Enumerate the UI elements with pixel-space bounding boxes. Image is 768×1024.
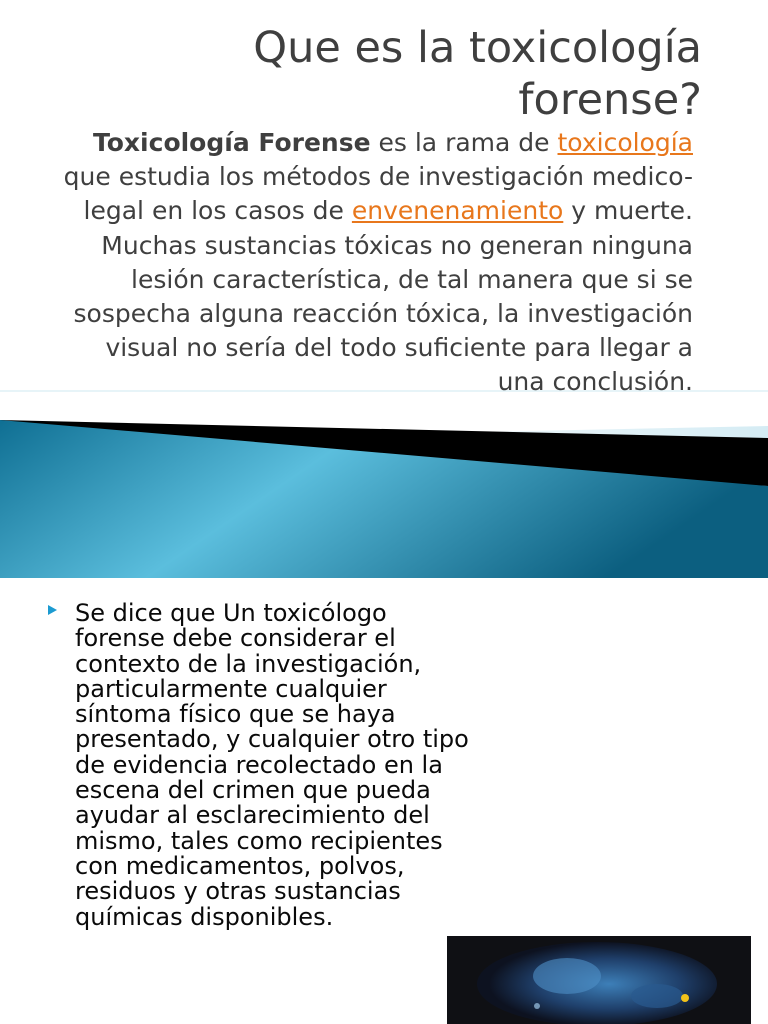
triangle-bullet-icon — [48, 605, 57, 615]
bullet-item — [48, 601, 478, 930]
intro-paragraph — [60, 126, 693, 400]
decorative-banner — [0, 388, 768, 578]
bullet-text: Se dice que Un toxicólogo forense debe considerar el contexto de la investigación, particularmente cualquier síntoma físico que se haya presentado, y cualquier otro tipo de evidencia recolectado en la escena del crimen que pueda ayudar al esclarecimiento del mismo, tales como recipientes con medicamentos, polvos, residuos y otras sustancias químicas disponibles. — [75, 599, 469, 931]
intro-text-1: es la rama de — [370, 128, 558, 157]
link-envenenamiento[interactable]: envenenamiento — [351, 196, 564, 226]
intro-text-3: y muerte. Muchas sustancias tóxicas no generan ninguna lesión característica, de tal manera que si se sospecha alguna reacción tóxica, la investigación visual no sería del todo suficiente para llegar a una conclusión. — [73, 196, 693, 397]
term-forensic-toxicology: Toxicología Forense — [93, 128, 371, 157]
slide-title: Que es la toxicología forense? — [253, 23, 702, 125]
crime-scene-photo — [447, 936, 751, 1024]
link-toxicologia[interactable]: toxicología — [557, 128, 693, 157]
intro-text-2: que estudia los métodos de investigación medico-legal en los casos de — [63, 162, 693, 226]
